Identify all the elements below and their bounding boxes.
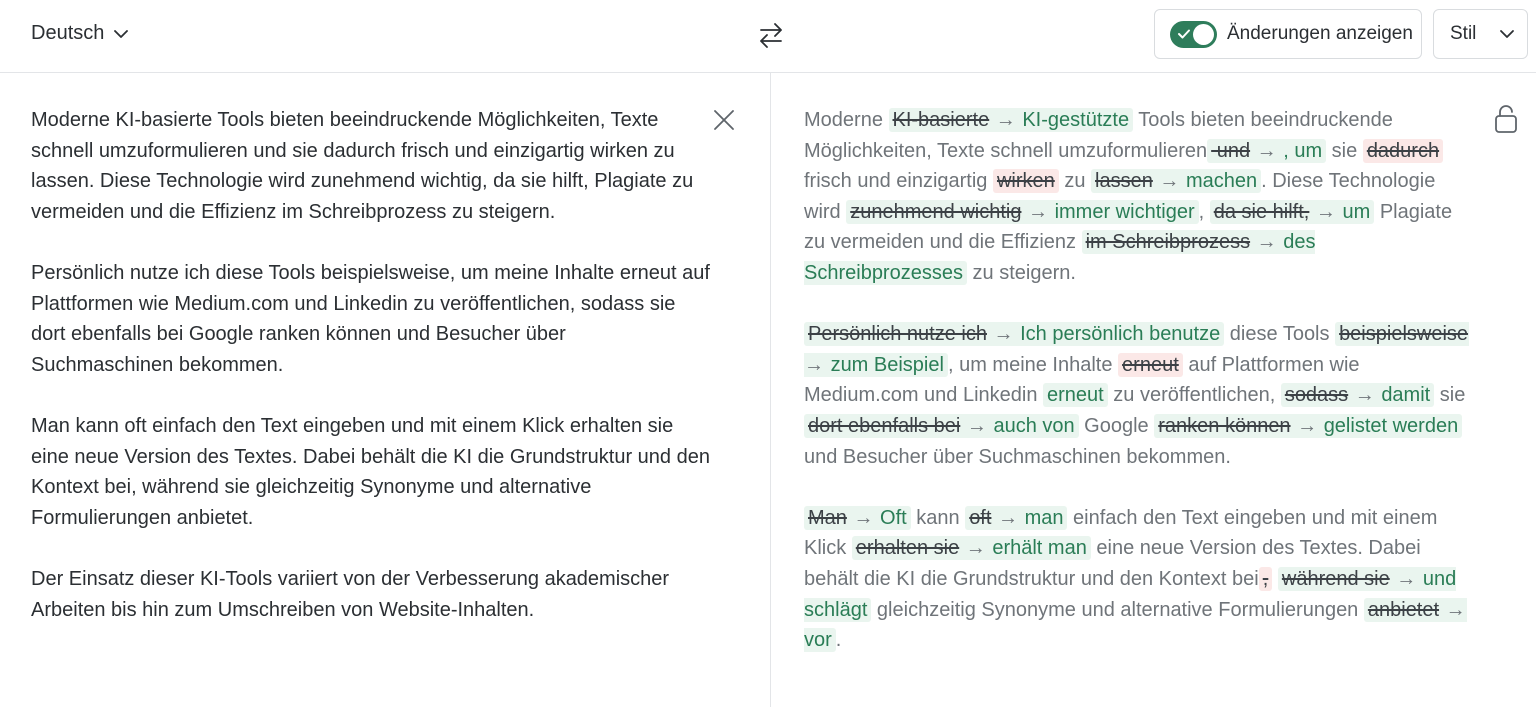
change-suggestion[interactable] xyxy=(804,506,911,530)
inserted-text: Oft xyxy=(880,506,907,529)
result-text: , um meine Inhalte xyxy=(947,353,1119,376)
style-dropdown[interactable] xyxy=(1433,9,1528,59)
result-text: kann xyxy=(910,506,966,529)
result-text: eine neue Version des Textes. Dabei behält die KI die Grundstruktur und den Kontext bei xyxy=(804,537,1421,590)
result-text: Google xyxy=(1078,414,1155,437)
inserted-text: des Schreibprozesses xyxy=(804,231,1316,284)
arrow-right-icon: → xyxy=(992,506,1024,529)
result-text: zu veröffentlichen, xyxy=(1107,384,1281,407)
deleted-text: sodass xyxy=(1284,384,1349,407)
deleted-text: ranken können xyxy=(1158,414,1291,437)
language-label: Deutsch xyxy=(31,22,105,44)
inserted-text: immer wichtiger xyxy=(1054,200,1195,223)
chevron-down-icon xyxy=(1498,25,1516,43)
arrow-right-icon: → xyxy=(1440,598,1466,621)
change-suggestion[interactable] xyxy=(852,536,1091,560)
change-suggestion[interactable] xyxy=(804,414,1079,438)
deleted-text: erhalten sie xyxy=(855,537,960,560)
arrow-right-icon: → xyxy=(1022,200,1054,223)
inserted-text: machen xyxy=(1185,170,1258,193)
arrow-right-icon: → xyxy=(990,109,1022,131)
source-text-area[interactable] xyxy=(31,105,711,656)
toggle-knob xyxy=(1193,24,1214,45)
result-text: gleichzeitig Synonyme und alternative Formulierungen xyxy=(871,598,1364,621)
inserted-text: KI-gestützte xyxy=(1022,109,1130,131)
inserted-text: um xyxy=(1342,200,1371,223)
swap-arrows-icon[interactable] xyxy=(757,20,785,50)
show-changes-toggle[interactable] xyxy=(1154,9,1422,59)
arrow-right-icon: → xyxy=(847,506,880,529)
arrow-right-icon: → xyxy=(804,353,830,376)
panel-divider xyxy=(770,73,771,707)
result-text: diese Tools xyxy=(1224,323,1336,346)
change-suggestion[interactable] xyxy=(965,506,1067,530)
result-text: sie xyxy=(1434,384,1466,407)
source-paragraph: Moderne KI-basierte Tools bieten beeindruckende Möglichkeiten, Texte schnell umzuformulieren und sie dadurch frisch und einzigartig wirken zu lassen. Diese Technologie wird zunehmend wichtig, da sie hilft, Plagiate zu vermeiden und die Effizienz im Schreibprozess zu steigern. xyxy=(31,109,694,223)
deleted-text: oft xyxy=(969,506,992,529)
result-text: einfach den Text eingeben und mit einem Klick xyxy=(804,506,1438,560)
change-suggestion[interactable] xyxy=(1281,383,1434,407)
toggle-switch[interactable] xyxy=(1170,21,1217,48)
check-icon xyxy=(1177,27,1191,41)
inserted-text: damit xyxy=(1381,384,1431,407)
lock-icon[interactable] xyxy=(1492,103,1520,135)
arrow-right-icon: → xyxy=(961,414,993,437)
show-changes-label: Änderungen anzeigen xyxy=(1227,23,1413,44)
result-text: , xyxy=(1198,200,1210,223)
inserted-text: Ich persönlich benutze xyxy=(1020,323,1221,346)
result-text: Moderne xyxy=(804,109,889,131)
arrow-right-icon: → xyxy=(1349,384,1381,407)
top-toolbar xyxy=(0,0,1536,73)
deleted-text: beispielsweise xyxy=(1339,323,1469,346)
deleted-text: im Schreibprozess xyxy=(1085,231,1251,254)
close-icon[interactable] xyxy=(711,107,737,133)
arrow-right-icon: → xyxy=(1153,170,1185,193)
result-paragraph xyxy=(804,105,1474,289)
deleted-text: lassen xyxy=(1095,170,1153,193)
inserted-text: erneut xyxy=(1047,384,1104,407)
result-text: . Diese Technologie wird xyxy=(804,170,1436,223)
result-text: zu xyxy=(1058,170,1092,193)
deleted-text: da sie hilft, xyxy=(1213,200,1310,223)
result-text: . xyxy=(835,629,842,652)
inserted-text: zum Beispiel xyxy=(830,353,944,376)
deleted-text: und xyxy=(1211,139,1251,162)
arrow-right-icon: → xyxy=(1390,567,1422,590)
result-text-area xyxy=(804,105,1474,686)
change-suggestion[interactable] xyxy=(1091,169,1261,193)
deleted-text: wirken xyxy=(996,170,1055,193)
deleted-text: zunehmend wichtig xyxy=(850,200,1022,223)
source-paragraph: Der Einsatz dieser KI-Tools variiert von der Verbesserung akademischer Arbeiten bis hin zum Umschreiben von Website-Inhalten. xyxy=(31,567,670,621)
removed-word[interactable] xyxy=(1363,139,1443,163)
source-paragraph: Man kann oft einfach den Text eingeben und mit einem Klick erhalten sie eine neue Version des Textes. Dabei behält die KI die Grundstruktur und den Kontext bei, während sie gleichzeitig Synonyme und alternative Formulierungen anbietet. xyxy=(31,414,710,529)
deleted-text: dort ebenfalls bei xyxy=(808,414,961,437)
result-text: frisch und einzigartig xyxy=(804,170,993,193)
inserted-text: erhält man xyxy=(992,537,1087,560)
arrow-right-icon: → xyxy=(1251,231,1283,254)
result-paragraph xyxy=(804,503,1474,656)
deleted-text: erneut xyxy=(1122,353,1179,376)
arrow-right-icon: → xyxy=(1291,414,1323,437)
inserted-text: , um xyxy=(1283,139,1323,162)
language-selector[interactable] xyxy=(31,22,130,45)
inserted-text: auch von xyxy=(993,414,1075,437)
deleted-text: , xyxy=(1262,567,1269,590)
inserted-text: vor xyxy=(804,629,832,652)
arrow-right-icon: → xyxy=(1251,139,1283,162)
removed-word[interactable] xyxy=(1118,353,1183,377)
deleted-text: Persönlich nutze ich xyxy=(808,323,987,346)
deleted-text: während sie xyxy=(1281,567,1390,590)
result-text: und Besucher über Suchmaschinen bekommen. xyxy=(804,445,1231,468)
result-text: sie xyxy=(1326,139,1363,162)
arrow-right-icon: → xyxy=(1310,200,1342,223)
change-suggestion[interactable] xyxy=(1154,414,1462,438)
result-text: Tools bieten beeindruckende Möglichkeiten, Texte schnell umzuformulieren xyxy=(804,109,1393,162)
arrow-right-icon: → xyxy=(987,323,1020,346)
arrow-right-icon: → xyxy=(960,537,992,560)
source-paragraph: Persönlich nutze ich diese Tools beispielsweise, um meine Inhalte erneut auf Plattformen wie Medium.com und Linkedin zu veröffentlichen, sodass sie dort ebenfalls bei Google ranken können und Besucher über Suchmaschinen bekommen. xyxy=(31,261,710,376)
removed-word[interactable] xyxy=(993,169,1059,193)
inserted-word[interactable] xyxy=(1043,383,1108,407)
chevron-down-icon xyxy=(112,25,130,43)
style-label: Stil xyxy=(1450,23,1477,44)
change-suggestion[interactable] xyxy=(1210,200,1375,224)
result-paragraph xyxy=(804,319,1474,472)
deleted-text: dadurch xyxy=(1366,139,1440,162)
change-suggestion[interactable] xyxy=(1207,139,1326,163)
inserted-text: gelistet werden xyxy=(1323,414,1459,437)
deleted-text: anbietet xyxy=(1367,598,1440,621)
change-suggestion[interactable] xyxy=(846,200,1198,224)
deleted-text: Man xyxy=(808,506,847,529)
inserted-text: man xyxy=(1024,506,1064,529)
deleted-text: KI-basierte xyxy=(892,109,990,131)
result-text: zu steigern. xyxy=(966,261,1076,284)
change-suggestion[interactable] xyxy=(889,108,1134,132)
removed-word[interactable] xyxy=(1259,567,1273,591)
result-text: Plagiate zu vermeiden und die Effizienz xyxy=(804,200,1453,254)
change-suggestion[interactable] xyxy=(804,322,1224,346)
result-text: auf Plattformen wie Medium.com und Linkedin xyxy=(804,353,1360,407)
inserted-text: und schlägt xyxy=(804,567,1457,621)
